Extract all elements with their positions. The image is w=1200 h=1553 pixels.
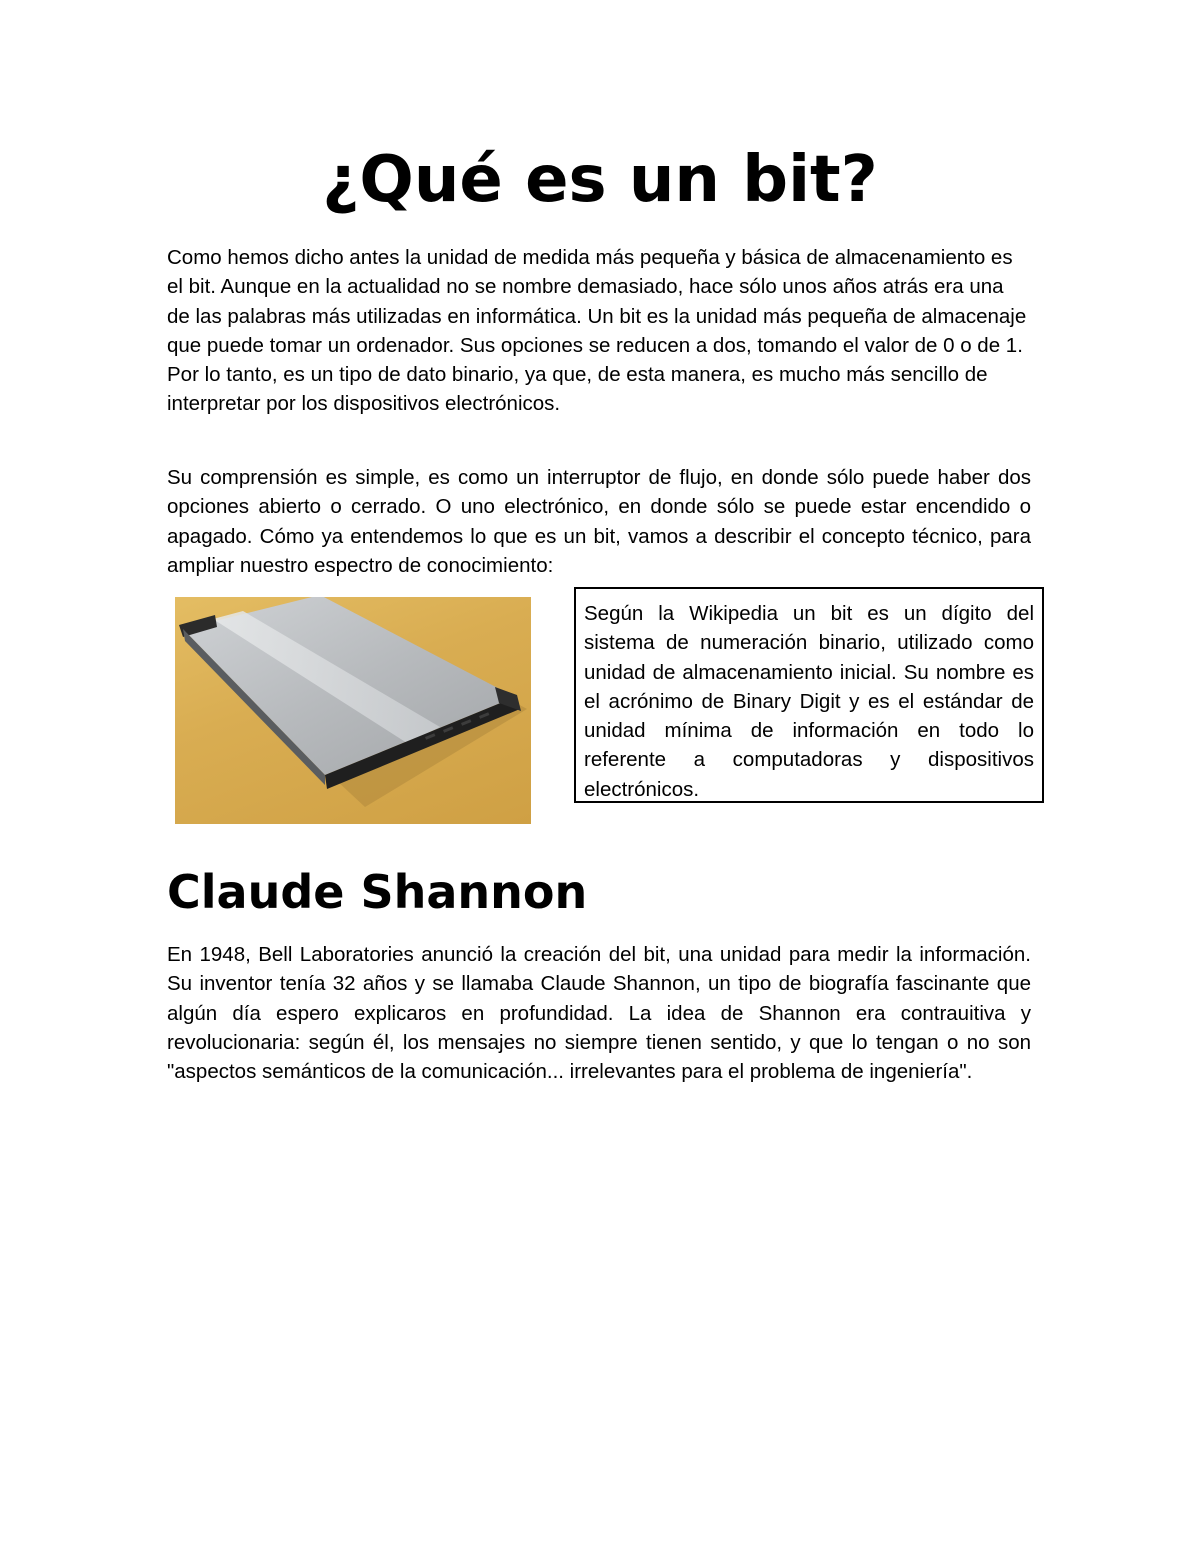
wikipedia-callout: Según la Wikipedia un bit es un dígito del sistema de numeración binario, utilizado como unidad de almacenamiento inicial. Su nombre es el acrónimo de Binary Digit y es el estándar de unidad mínima de información en todo lo referente a computadoras y dispositivos electrónicos. — [574, 587, 1044, 803]
page-title: ¿Qué es un bit? — [322, 143, 878, 217]
section-title: Claude Shannon — [167, 865, 588, 919]
device-photo-icon — [175, 597, 531, 824]
shannon-paragraph: En 1948, Bell Laboratories anunció la creación del bit, una unidad para medir la información. Su inventor tenía 32 años y se llamaba Claude Shannon, un tipo de biografía fascinante que algún día espero explicaros en profundidad. La idea de Shannon era contrauitiva y revolucionaria: según él, los mensajes no siempre tienen sentido, y que lo tengan o no son "aspectos semánticos de la comunicación... irrelevantes para el problema de ingeniería". — [167, 943, 1031, 1084]
comprehension-paragraph: Su comprensión es simple, es como un interruptor de flujo, en donde sólo puede haber dos opciones abierto o cerrado. O uno electrónico, en donde sólo se puede estar encendido o apagado. Cómo ya entendemos lo que es un bit, vamos a describir el concepto técnico, para ampliar nuestro espectro de conocimiento: — [167, 466, 1031, 577]
intro-paragraph: Como hemos dicho antes la unidad de medida más pequeña y básica de almacenamiento es el bit. Aunque en la actualidad no se nombre demasiado, hace sólo unos años atrás era una de las palabras más utilizadas en informática. Un bit es la unidad más pequeña de almacenaje que puede tomar un ordenador. Sus opciones se reducen a dos, tomando el valor de 0 o de 1. Por lo tanto, es un tipo de dato binario, ya que, de esta manera, es mucho más sencillo de interpretar por los dispositivos electrónicos. — [167, 246, 1027, 416]
device-photo — [175, 597, 531, 824]
